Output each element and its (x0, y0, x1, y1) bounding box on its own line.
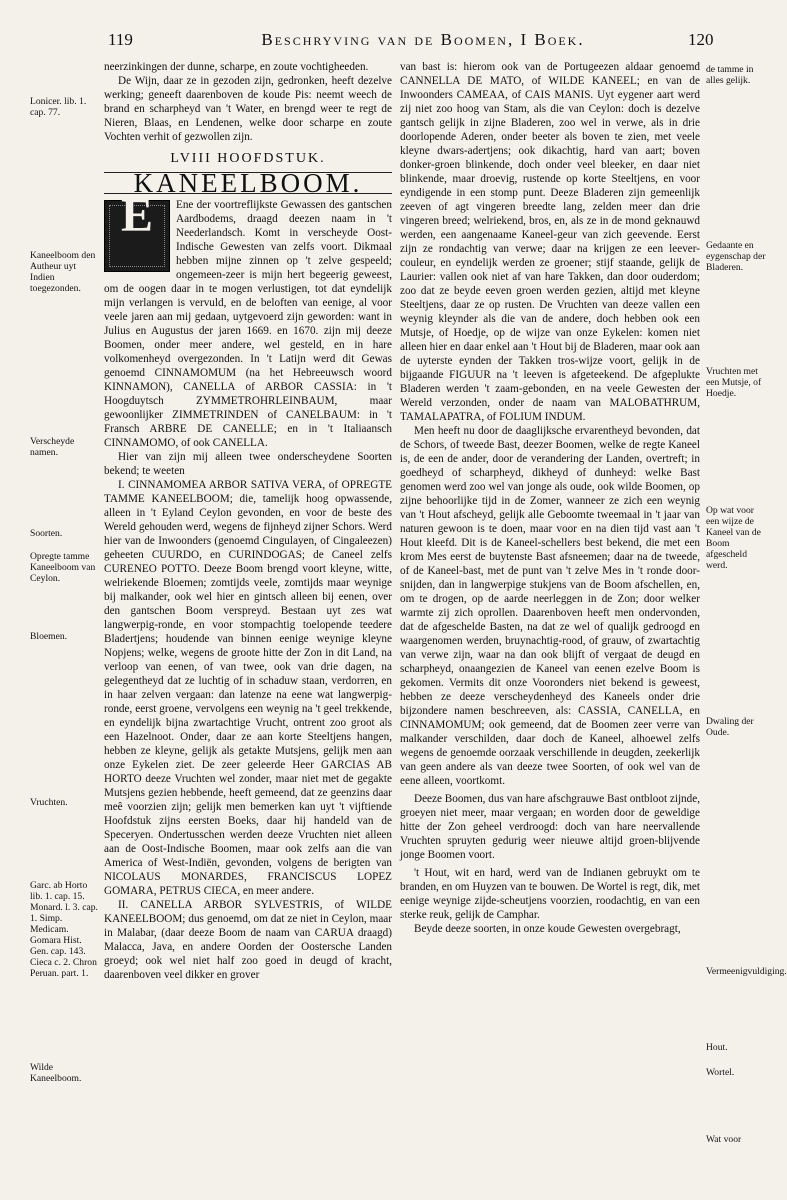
left-column (104, 60, 392, 982)
left-paragraph-1: De Wijn, daar ze in gezoden zijn, gedronken, heeft dezelve werking; geneeft daarenboven de koude Pis: neemt weech de brand en scharpheyd van 't Water, en brengd weer te regt de Nieren, Blaas, en Lendenen, welke door scharpe en zoute Vochten verhit of gezwollen zijn. (104, 75, 392, 143)
right-paragraph-0: van bast is: hierom ook van de Portugeezen aldaar genoemd CANNELLA DE MATO, of WILDE KANEEL; en van de Inwoonders CAMEAA, of CAIS MANIS. Uyt eygener aart werd zij niet zoo hoog van Stam, als die van Ceylon: doch is dezelve gantsch gelijk in zijne Bladeren, zoo wel in verwe, als in drie doorlopende Aderen, onder beeter als boven te zien, met veele kleyne dwars-adertjens; ook dikachtig, hard van aart; boven donker-groen blinkende, doch onder veel bleeker, en daar niet blinkende, maar droevig, rustende op korte Steeltjens, en voor eyndigende in een stomp punt. Deeze Bladeren zijn gemeenlijk zeeven of agt vingeren breedte lang, zelden meer dan drie vingeren breed; welriekend, bros, en, als ze in de mond geknauwd werden, een aangenaame Kaneel-geur van zich geevende. Eerst zijn ze rondachtig van verwe; daar na krijgen ze een leever-couleur, en eyndelijk werden ze groener; stijf staande, gelijk de Laurier: vallen ook niet af van hare Takken, dan door ouderdom; zoo dat ze beyde eeven groen werden gezien, altijd met kleyne Steeltjens, daar ze op rusten. De Vruchten van deeze vallen een weynig kleynder als die van de andere, doch hebben ook een Mutsje, of Hoedje, op de wijze van onze Eykelen: komen niet alleen hier en daar enkel aan 't Hout bij de Bladeren, maar ook aan de uyterste eynden der Takken tros-wijze voort, gelijk in de bijgaande FIGUUR na 't leeven is afgeteekend. De afgeplukte Bladeren werden 't zaam-gebonden, en na veele Gewesten der Wereld verzonden, onder de naam van MALOBATHRUM, TAMALAPATRA, of FOLIUM INDUM. (400, 61, 700, 423)
left-page-number: 119 (108, 30, 133, 49)
margin-note-right: Vruchten met een Mutsje, of Hoedje. (706, 366, 762, 399)
margin-note-left: Bloemen. (30, 631, 68, 642)
chapter-title: KANEELBOOM. (104, 172, 392, 194)
drop-cap-letter: E (120, 189, 153, 242)
right-paragraph-1: Men heeft nu door de daaglijksche ervarentheyd bevonden, dat de Schors, of tweede Bast, deezer Boomen, welke de regte Kaneel is, de een de ander, door de verandering der Landen, overtreft; in goedheyd of scharpheyd, dikheyd of dunheyd: welke Bast genomen werd zoo wel van jonge als oude, ook wilde Boomen, op zijne behoorlijke tijd in de Zomer, wanneer ze zich een weynig van 't Hout afscheyd, gelijk alle Geboomte tweemaal in 't jaar van naturen gewoon is te doen, maar voor en na dien tijd vast aan 't Hout kleefd. Dit is de Kaneel-schellers best bekend, die met een krom Mes eerst de buytenste Bast afsneemen; daar na de tweede, of de Kaneel-bast, met de punt van 't zelve Mes in 't ronde door-snijden, dan in langwerpige stukjens van de Boom afschellen, en, om te drogen, op de aarde neerleggen in de Zon; door welker warmte zij zich oprollen. Daarenboven heeft men ondervonden, dat de afgeschelde Basten, na dat ze wel of qualijk gedroogd en waargenomen werden, bruynachtig-rood, of grauw, of zwartachtig van verwe zijn, waar na dan ook blijft of vergaat de deugd en scharpheyd, onaangezien de Kaneel van eenen ezelve Boom is gekomen. Vermits dit onze Vooronders niet bekend is geweest, hebben ze deeze verscheydenheyd des Kaneels onder drie bijzondere namen beschreeven, als: CASSIA, CANELLA, en CINNAMOMUM; ook gemeend, dat de Boomen zeer verre van malkander verschilden, daar doch de Kaneel, alhoewel zelfs wegens de genoemde oorzaak verschillende in deugden, zeekerlijk van geen andere als van deeze twee Soorten, of ook wel van de eene alleen, voortkomt. (400, 425, 700, 787)
right-paragraph-4: Beyde deeze soorten, in onze koude Gewesten overgebragt, (414, 923, 681, 935)
margin-note-right: Wat voor (706, 1134, 742, 1145)
margin-note-left: Garc. ab Horto lib. 1. cap. 15. Monard. l. 3. cap. 1. Simp. Medicam. Gomara Hist. Gen. cap. 143. Cieca c. 2. Chron Peruan. part. 1. (30, 880, 98, 979)
running-title: Beschryving van de Boomen, I Boek. (261, 30, 585, 49)
left-paragraph-5: II. CANELLA ARBOR SYLVESTRIS, of WILDE KANEELBOOM; dus genoemd, om dat ze niet in Ceylon, maar in Malabar, (daar deeze Boom de naam van CARUA draagd) Malacca, Java, en andere Oorden der Oostersche Landen groeyd; ook wel niet half zoo goed in deugd of kracht, daarenboven veel dikker en grover (104, 899, 392, 981)
left-paragraph-0: neerzinkingen der dunne, scharpe, en zoute vochtigheeden. (104, 61, 369, 73)
drop-cap-initial (104, 189, 170, 272)
margin-note-left: Wilde Kaneelboom. (30, 1062, 82, 1084)
right-page-number: 120 (688, 30, 714, 49)
margin-note-right: Vermeenigvuldiging. (706, 966, 787, 977)
drop-cap-paragraph (104, 189, 392, 450)
margin-note-left: Opregte tamme Kaneelboom van Ceylon. (30, 551, 96, 584)
margin-note-right: Wortel. (706, 1067, 735, 1078)
margin-note-right: Gedaante en eygenschap der Bladeren. (706, 240, 766, 273)
margin-note-right: de tamme in alles gelijk. (706, 64, 754, 86)
margin-note-left: Kaneelboom den Autheur uyt Indien toegezonden. (30, 250, 96, 294)
margin-note-left: Vruchten. (30, 797, 68, 808)
margin-note-left: Verscheyde namen. (30, 436, 75, 458)
left-paragraph-2: Ene der voortreflijkste Gewassen des gantschen Aardbodems, draagd deezen naam in 't Neederlandsch. Komt in verscheyde Oost-Indische Gewesten van zelfs voort. Dikmaal hebben mijne zinnen op 't zelve gespeeld; ongemeen-zeer is mijn hert begeerig geweest, om de oogen daar in te mogen verlustigen, tot dat eyndelijk mijn verlangen is vervuld, en de beloften van eenige, al voor veele jaren aan mij gedaan, uytgevoerd zijn geworden: want in Julius en Augustus der jaren 1669. en 1670. zijn mij deeze Boomen, onder meer andere, wel gesteld, en in hare volkomenheyd overgezonden. In 't Latijn werd dit Gewas genoemd CINNAMOMUM (na het Hebreeuwsch woord KINNAMON), CANELLA of ARBOR CASSIA: in 't Hoogduytsch ZYMMETROHRLEINBAUM, maar gewoonlijker ZIMMETRINDEN of CANELBAUM: in 't Fransch ARBRE DE CANELLE; en in 't Italiaansch CINNAMOMO, of ook CANELLA. (104, 199, 392, 449)
left-paragraph-4: I. CINNAMOMEA ARBOR SATIVA VERA, of OPREGTE TAMME KANEELBOOM; die, tamelijk hoog opwassende, alleen in 't Eyland Ceylon gevonden, en voor de beste des Wereld gehouden werd, wegens de fijnheyd zijner Schors. Werd hier van de Inwoonders (genoemd Cingulayen, of Cingaleezen) geheeten CUURDO, en CURINDOGAS; de Caneel zelfs CURENEO POTTO. Deeze Boom brengd voort kleyne, witte, welriekende Bloemen; zomtijds veele, zomtijds maar weynige bij malkander, ook wel hier en gintsch alleen bij eenen, over den gantschen Boom verspreyd. Bestaan uyt zes wat langwerpig-ronde, en voor stompachtig toelopende teedere Bladertjens; houdende van binnen eenige weynige kleyne Nopjens; welke, wegens de groote hitte der Zon in dit Land, na verloop van eenen, of van twee, ook van drie dagen, na gelegentheyd dat ze luchtig of in schaduw staan, verdorren, en in haar zelven vergaan: dan latenze na eene wat langwerpig-ronde, eerst groene, vervolgens een weynig na 't geel trekkende, en eyndelijk bijna zwartachtige Vrucht, ontrent zoo groot als een Hazelnoot. Onder, daar ze aan korte Steeltjens hangen, hebben ze kleyne, gelijk als getakte Mutsjens, gelijk men aan onze Eykelen ziet. De zeer geleerde Heer GARCIAS AB HORTO deeze Vruchten wel zonder, maar niet met de gegakte Mutsjens gezien hebbende, heeft gemeend, dat ze geenzins daar meê voorzien zijn; gelijk men bemerken kan uyt 't vijftiende Hoofdstuk zijns eersten Boeks, daar hij handeld van de Speceryen. Ondertusschen werden deeze Vruchten niet alleen aan de Oost-Indische Boomen, maar ook zelfs aan die van America of West-Indiën, gevonden, volgens de berigten van NICOLAUS MONARDES, FRANCISCUS LOPEZ GOMARA, PETRUS CIECA, en meer andere. (104, 479, 392, 897)
margin-note-left: Soorten. (30, 528, 63, 539)
margin-note-right: Dwaling der Oude. (706, 716, 754, 738)
right-paragraph-2: Deeze Boomen, dus van hare afschgrauwe Bast ontbloot zijnde, groeyen niet meer, maar vergaan; en worden door de geweldige hitte der Zon geheel verdroogd: doch van hare neervallende Vruchten spruyten gedurig weer nieuwe altijd groen-blijvende jonge Boomen voort. (400, 793, 700, 861)
right-column (400, 60, 700, 936)
margin-note-right: Hout. (706, 1042, 728, 1053)
chapter-number: LVIII HOOFDSTUK. (170, 151, 326, 166)
margin-note-left: Lonicer. lib. 1. cap. 77. (30, 96, 87, 118)
right-paragraph-3: 't Hout, wit en hard, werd van de Indianen gebruykt om te branden, en om Huyzen van te bouwen. De Wortel is regt, dik, met eenige weynige zijde-scheutjens voorzien, roodachtig, en van een sterke reuk, gelijk de Camphar. (400, 867, 700, 921)
left-paragraph-3: Hier van zijn mij alleen twee onderscheydene Soorten bekend; te weeten (104, 451, 392, 477)
margin-note-right: Op wat voor een wijze de Kaneel van de Boom afgescheld werd. (706, 505, 761, 571)
